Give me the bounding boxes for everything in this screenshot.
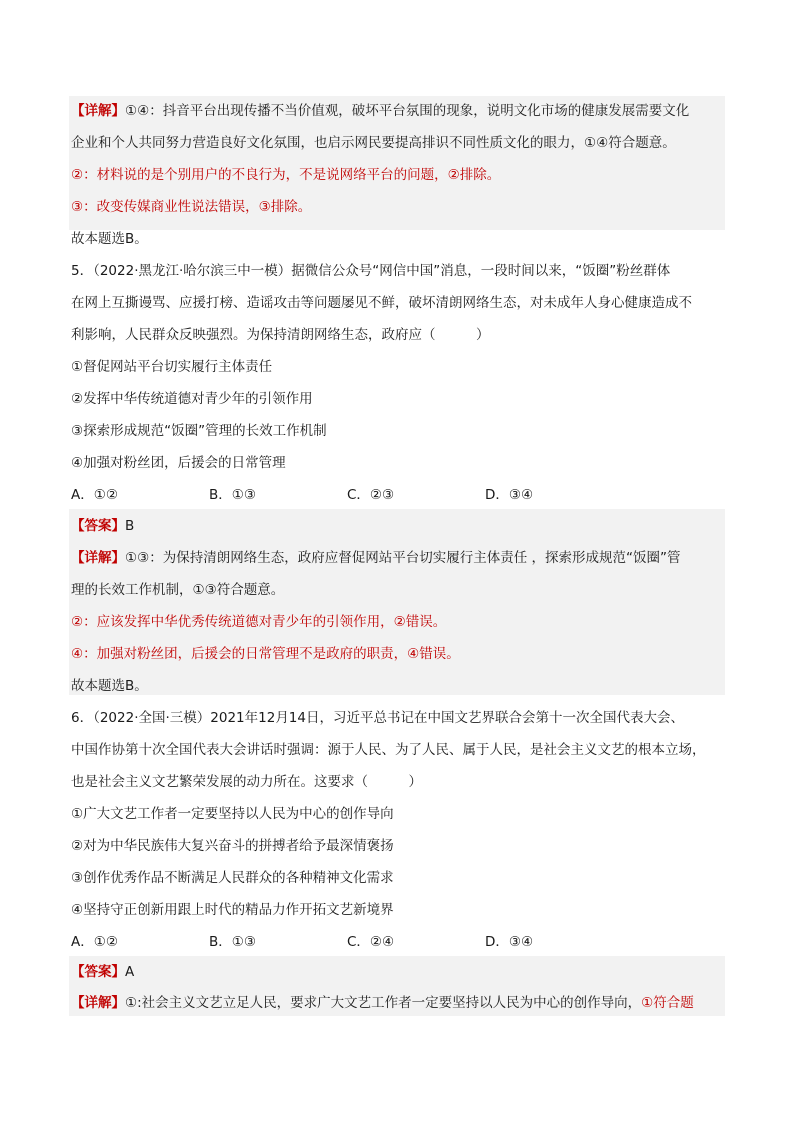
detail-red-line-2: ③：改变传媒商业性说法错误，③排除。 [71,199,312,215]
q5-item-4: ④加强对粉丝团，后援会的日常管理 [71,455,286,471]
q5-stem-line-1: 5．（2022·黑龙江·哈尔滨三中一模）据微信公众号“网信中国”消息，一段时间以来，“饭圈”粉丝群体 [71,263,671,279]
q5-detail-line-2: 理的长效工作机制，①③符合题意。 [71,582,285,598]
answer-tag: 【答案】 [71,518,125,534]
q5-item-3: ③探索形成规范“饭圈”管理的长效工作机制 [71,423,327,439]
q5-explanation-panel [69,509,725,695]
detail-tag: 【详解】 [71,550,125,566]
q6-item-3: ③创作优秀作品不断满足人民群众的各种精神文化需求 [71,870,394,886]
detail-tag: 【详解】 [71,103,125,119]
q5-conclusion: 故本题选B。 [71,678,148,694]
q5-option-c: C．②③ [347,487,395,503]
q6-option-a: A．①② [71,934,118,950]
detail-red-line-1: ②：材料说的是个别用户的不良行为，不是说网络平台的问题，②排除。 [71,167,501,183]
detail-tag: 【详解】 [71,995,125,1011]
q5-answer-value: B [125,518,135,534]
q6-answer-value: A [125,964,135,980]
q6-item-2: ②对为中华民族伟大复兴奋斗的拼搏者给予最深情褒扬 [71,838,394,854]
q6-stem-line-2: 中国作协第十次全国代表大会讲话时强调：源于人民、为了人民、属于人民，是社会主义文艺的根本立场， [71,742,706,758]
q5-option-a: A．①② [71,487,118,503]
q5-stem-line-3: 利影响，人民群众反映强烈。为保持清朗网络生态，政府应（ ） [71,327,490,343]
conclusion-line: 故本题选B。 [71,231,148,247]
detail-line-1: 【详解】①④：抖音平台出现传播不当价值观，破坏平台氛围的现象，说明文化市场的健康发展需要文化 [71,103,690,119]
q5-item-2: ②发挥中华传统道德对青少年的引领作用 [71,391,313,407]
detail-line-2: 企业和个人共同努力营造良好文化氛围，也启示网民要提高排识不同性质文化的眼力，①④符合题意。 [71,135,676,151]
q5-option-b: B．①③ [209,487,256,503]
answer-tag: 【答案】 [71,964,125,980]
q5-stem-line-2: 在网上互撕谩骂、应援打榜、造谣攻击等问题屡见不鲜，破坏清朗网络生态，对未成年人身心健康造成不 [71,295,692,311]
q5-detail-red-1: ②：应该发挥中华优秀传统道德对青少年的引领作用，②错误。 [71,614,447,630]
q6-option-d: D．③④ [485,934,534,950]
q5-option-d: D．③④ [485,487,534,503]
q6-option-c: C．②④ [347,934,395,950]
q6-answer-line [71,962,134,982]
q6-detail-line-1: 【详解】①:社会主义文艺立足人民，要求广大文艺工作者一定要坚持以人民为中心的创作导向，①符合题 [71,995,694,1011]
q6-options [71,932,623,952]
q5-item-1: ①督促网站平台切实履行主体责任 [71,359,273,375]
q5-options [71,485,623,505]
q6-item-4: ④坚持守正创新用跟上时代的精品力作开拓文艺新境界 [71,902,394,918]
q5-detail-red-2: ④：加强对粉丝团，后援会的日常管理不是政府的职责，④错误。 [71,646,460,662]
q6-stem-line-3: 也是社会主义文艺繁荣发展的动力所在。这要求（ ） [71,774,422,790]
q5-answer-line [71,516,134,536]
q6-stem-line-1: 6．（2022·全国·三模）2021年12月14日，习近平总书记在中国文艺界联合会第十一次全国代表大会、 [71,710,684,726]
q6-option-b: B．①③ [209,934,256,950]
q5-detail-line-1: 【详解】①③：为保持清朗网络生态，政府应督促网站平台切实履行主体责任 ，探索形成规范“饭圈”管 [71,550,681,566]
q6-item-1: ①广大文艺工作者一定要坚持以人民为中心的创作导向 [71,806,394,822]
